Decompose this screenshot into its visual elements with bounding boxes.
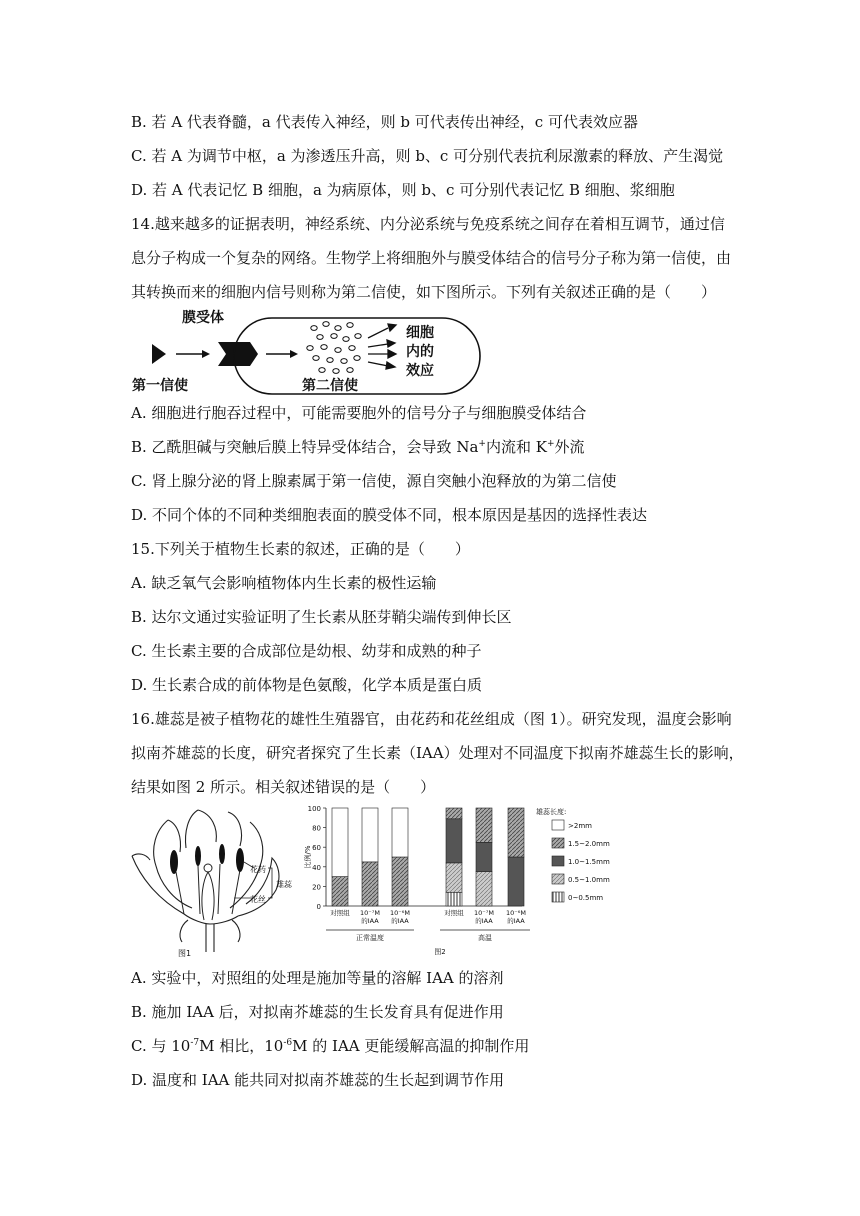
figure-1-caption: 图1 [178,949,192,958]
membrane-receptor-shape [218,342,258,366]
q14-option-d: D. 不同个体的不同种类细胞表面的膜受体不同，根本原因是基因的选择性表达 [131,506,648,524]
label-first-messenger: 第一信使 [132,378,188,394]
label-effect-line-2: 内的 [406,344,434,360]
q14-option-b: B. 乙酰胆碱与突触后膜上特异受体结合，会导致 Na+内流和 K+外流 [131,438,585,456]
q16-stem-line-3: 结果如图 2 所示。相关叙述错误的是（ ） [131,778,436,796]
category-label: 10⁻⁷M [360,909,380,917]
bar-segment [476,808,492,842]
q14-stem-line-2: 息分子构成一个复杂的网络。生物学上将细胞外与膜受体结合的信号分子称为第一信使，由 [131,249,732,267]
legend-swatch [552,874,564,884]
category-label: 的IAA [391,917,409,925]
q16-option-b: B. 施加 IAA 后，对拟南芥雄蕊的生长发育具有促进作用 [131,1003,504,1021]
bar-segment [362,862,378,906]
q15-stem: 15.下列关于植物生长素的叙述，正确的是（ ） [131,540,470,558]
legend-label: 1.0~1.5mm [568,858,610,866]
label-filament: 花丝 [250,895,266,904]
legend-title: 雄蕊长度: [536,808,567,816]
q15-option-a: A. 缺乏氧气会影响植物体内生长素的极性运输 [131,574,437,592]
q16-option-c: C. 与 $10^{-7}M$ 相比，$10^{-6}M$ 的 IAA 更能缓解高温的抑制作用 [131,1037,530,1055]
label-stamen: 雄蕊 [276,880,292,889]
q15-option-c: C. 生长素主要的合成部位是幼根、幼芽和成熟的种子 [131,642,482,660]
category-label: 10⁻⁶M [506,909,526,917]
bar-segment [446,808,462,819]
bar-segment [476,872,492,906]
y-axis-label: 比例/% [304,845,312,869]
bar-segment [392,857,408,906]
bar-segment [508,857,524,906]
label-second-messenger: 第二信使 [302,378,358,394]
y-tick-label: 20 [312,883,321,892]
bar-segment [446,863,462,892]
second-messenger-dots [307,322,361,374]
y-tick-label: 100 [307,805,321,813]
q16-stem-line-1: 16.雄蕊是被子植物花的雄性生殖器官，由花药和花丝组成（图 1）。研究发现，温度会影响 [131,710,732,728]
flower-figure-1 [128,802,308,960]
y-tick-label: 40 [312,863,321,872]
first-messenger-triangle [152,344,166,364]
q13-option-b: B. 若 A 代表脊髓，a 代表传入神经，则 b 可代表传出神经，c 可代表效应器 [131,113,638,131]
effect-arrows [368,324,396,369]
legend-label: 1.5~2.0mm [568,840,610,848]
q13-option-d: D. 若 A 代表记忆 B 细胞，a 为病原体，则 b、c 可分别代表记忆 B 细胞、浆细胞 [131,181,675,199]
bar-segment [362,808,378,862]
group-label: 正常温度 [356,934,384,942]
bar-segment [446,819,462,863]
bar-segment [392,808,408,857]
q13-option-c: C. 若 A 为调节中枢，a 为渗透压升高，则 b、c 可分别代表抗利尿激素的释放、产生渴觉 [131,147,724,165]
bar-segment [508,808,524,857]
legend-label: 0.5~1.0mm [568,876,610,884]
second-messenger-diagram [130,306,490,396]
legend-label: 0~0.5mm [568,894,604,902]
y-tick-label: 60 [312,844,321,853]
category-label: 的IAA [361,917,379,925]
category-label: 10⁻⁶M [390,909,410,917]
category-label: 的IAA [475,917,493,925]
group-label: 高温 [478,934,492,942]
y-tick-label: 0 [316,903,321,911]
q15-option-b: B. 达尔文通过实验证明了生长素从胚芽鞘尖端传到伸长区 [131,608,512,626]
q16-stem-line-2: 拟南芥雄蕊的长度，研究者探究了生长素（IAA）处理对不同温度下拟南芥雄蕊生长的影响， [131,744,744,762]
legend-swatch [552,892,564,902]
q14-option-c: C. 肾上腺分泌的肾上腺素属于第一信使，源自突触小泡释放的为第二信使 [131,472,617,490]
label-effect-line-1: 细胞 [406,325,434,341]
label-anther: 花药 [250,865,266,874]
legend-label: >2mm [568,822,592,830]
q14-option-a: A. 细胞进行胞吞过程中，可能需要胞外的信号分子与细胞膜受体结合 [131,404,587,422]
category-label: 10⁻⁷M [474,909,494,917]
q15-option-d: D. 生长素合成的前体物是色氨酸，化学本质是蛋白质 [131,676,483,694]
category-label: 的IAA [507,917,525,925]
label-membrane-receptor: 膜受体 [182,310,224,326]
legend-swatch [552,838,564,848]
q16-option-a: A. 实验中，对照组的处理是施加等量的溶解 IAA 的溶剂 [131,969,504,987]
y-tick-label: 80 [312,824,321,833]
figure-2-caption: 图2 [434,948,446,956]
bar-segment [332,877,348,906]
q16-option-d: D. 温度和 IAA 能共同对拟南芥雄蕊的生长起到调节作用 [131,1071,505,1089]
legend-swatch [552,856,564,866]
label-effect-line-3: 效应 [406,363,434,379]
legend-swatch [552,820,564,830]
category-label: 对照组 [330,909,350,917]
stamen-length-chart [300,802,630,960]
bar-segment [476,842,492,871]
bar-segment [332,808,348,877]
bar-segment [446,892,462,906]
q14-stem-line-3: 其转换而来的细胞内信号则称为第二信使，如下图所示。下列有关叙述正确的是（ ） [131,283,717,301]
q14-stem-line-1: 14.越来越多的证据表明，神经系统、内分泌系统与免疫系统之间存在着相互调节，通过信 [131,215,725,233]
category-label: 对照组 [444,909,464,917]
